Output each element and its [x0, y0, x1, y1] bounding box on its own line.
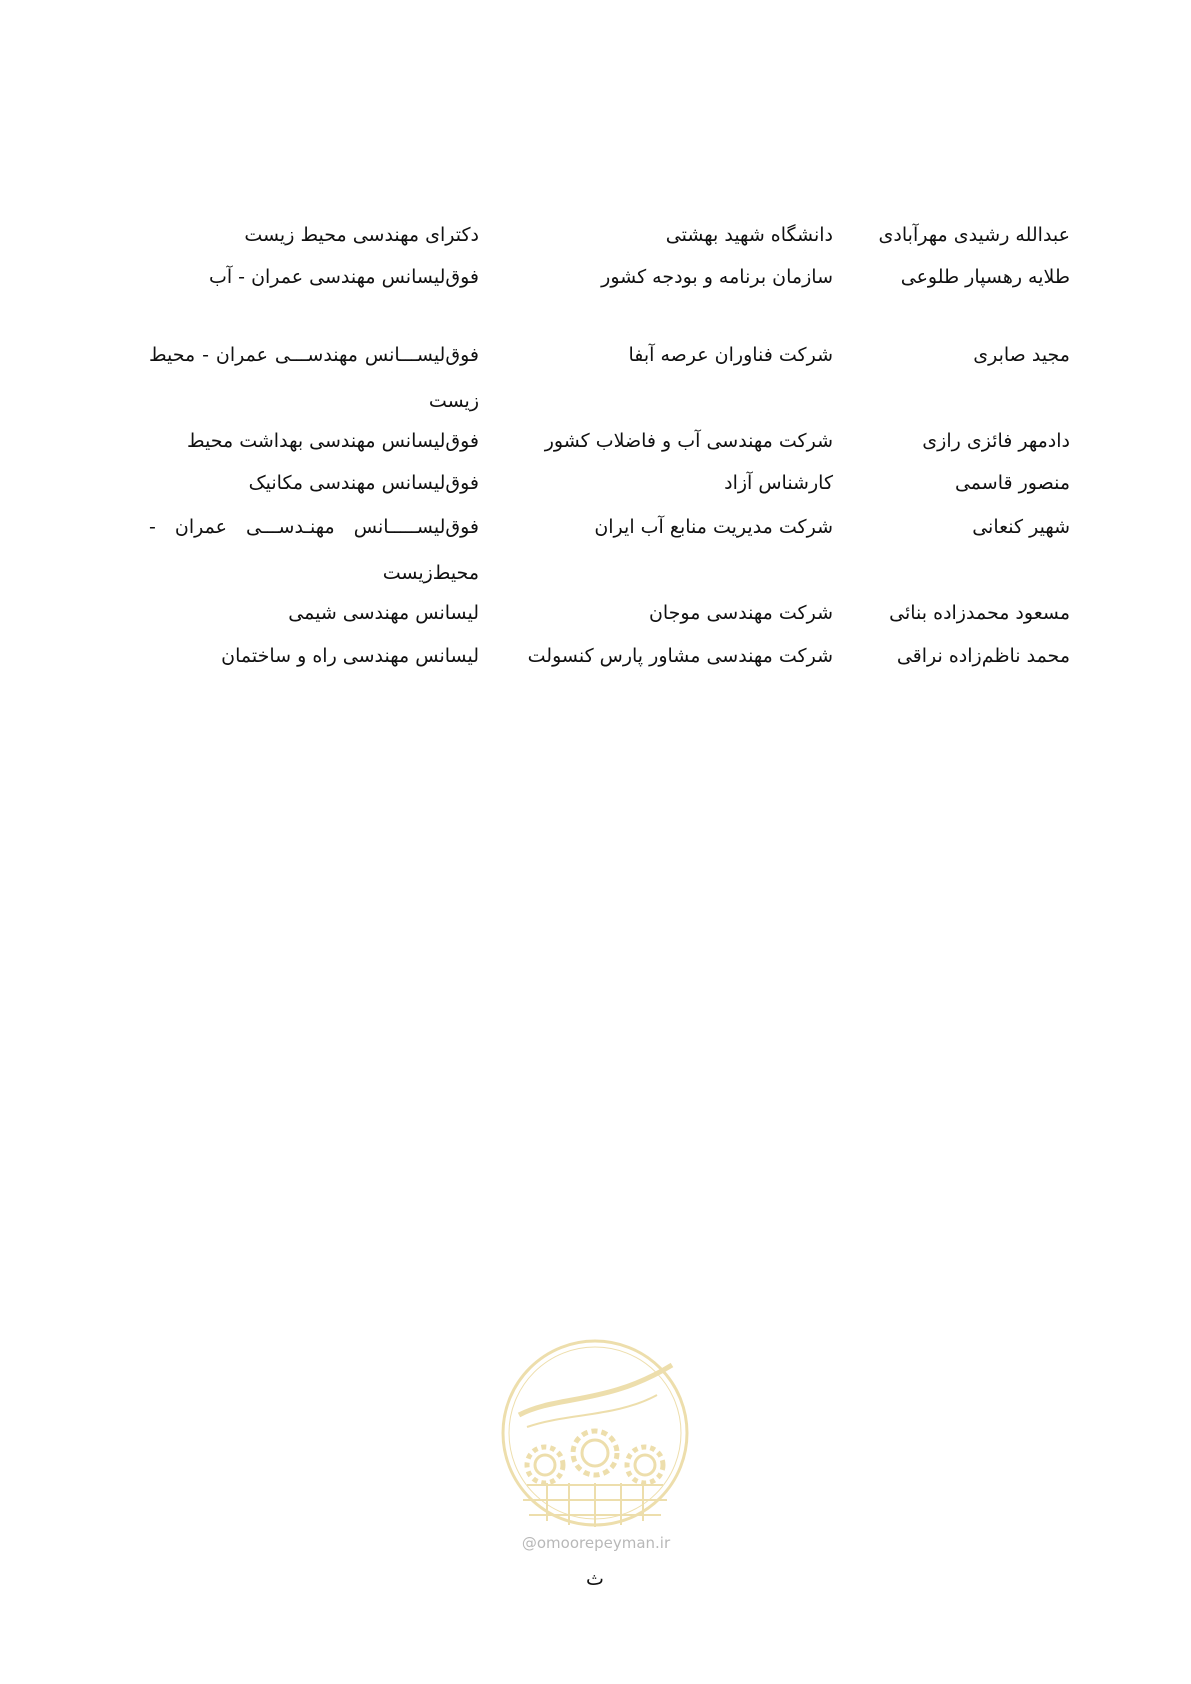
member-name: مجید صابری	[973, 344, 1070, 366]
member-degree: لیسانس مهندسی راه و ساختمان	[221, 645, 479, 667]
member-degree: فوق‌لیســـــانس مهنـدســـی عمران - محیط‌زیست	[149, 516, 479, 584]
member-name: عبدالله رشیدی مهرآبادی	[878, 224, 1070, 246]
member-degree: فوق‌لیســـانس مهندســـی عمران - محیط زیست	[149, 344, 479, 412]
watermark-logo	[497, 1335, 693, 1531]
member-degree: دکترای مهندسی محیط زیست	[244, 224, 479, 246]
member-degree: فوق‌لیسانس مهندسی مکانیک	[248, 472, 479, 494]
member-organization: کارشناس آزاد	[724, 472, 833, 494]
member-organization: سازمان برنامه و بودجه کشور	[601, 266, 833, 288]
member-name: مسعود محمدزاده بنائی	[889, 602, 1070, 624]
member-organization: دانشگاه شهید بهشتی	[665, 224, 833, 246]
table-row	[0, 590, 1191, 636]
page-number: ث	[586, 1568, 604, 1590]
member-name: دادمهر فائزی رازی	[922, 430, 1070, 452]
table-row	[0, 254, 1191, 300]
table-row	[0, 418, 1191, 464]
member-degree: لیسانس مهندسی شیمی	[288, 602, 479, 624]
table-row	[0, 332, 1191, 424]
member-organization: شرکت مهندسی مشاور پارس کنسولت	[527, 645, 833, 667]
member-organization: شرکت فناوران عرصه آبفا	[628, 344, 833, 366]
watermark-url: @omoorepeyman.ir	[521, 1534, 671, 1552]
member-organization: شرکت مهندسی موجان	[648, 602, 833, 624]
member-organization: شرکت مدیریت منابع آب ایران	[594, 516, 833, 538]
table-row	[0, 460, 1191, 506]
table-row	[0, 212, 1191, 258]
table-row	[0, 504, 1191, 596]
member-name: طلایه رهسپار طلوعی	[900, 266, 1070, 288]
member-degree: فوق‌لیسانس مهندسی بهداشت محیط	[186, 430, 479, 452]
member-organization: شرکت مهندسی آب و فاضلاب کشور	[544, 430, 833, 452]
member-name: شهیر کنعانی	[972, 516, 1070, 538]
table-row	[0, 633, 1191, 679]
member-degree: فوق‌لیسانس مهندسی عمران - آب	[208, 266, 479, 288]
member-name: محمد ناظم‌زاده نراقی	[896, 645, 1070, 667]
member-name: منصور قاسمی	[954, 472, 1070, 494]
